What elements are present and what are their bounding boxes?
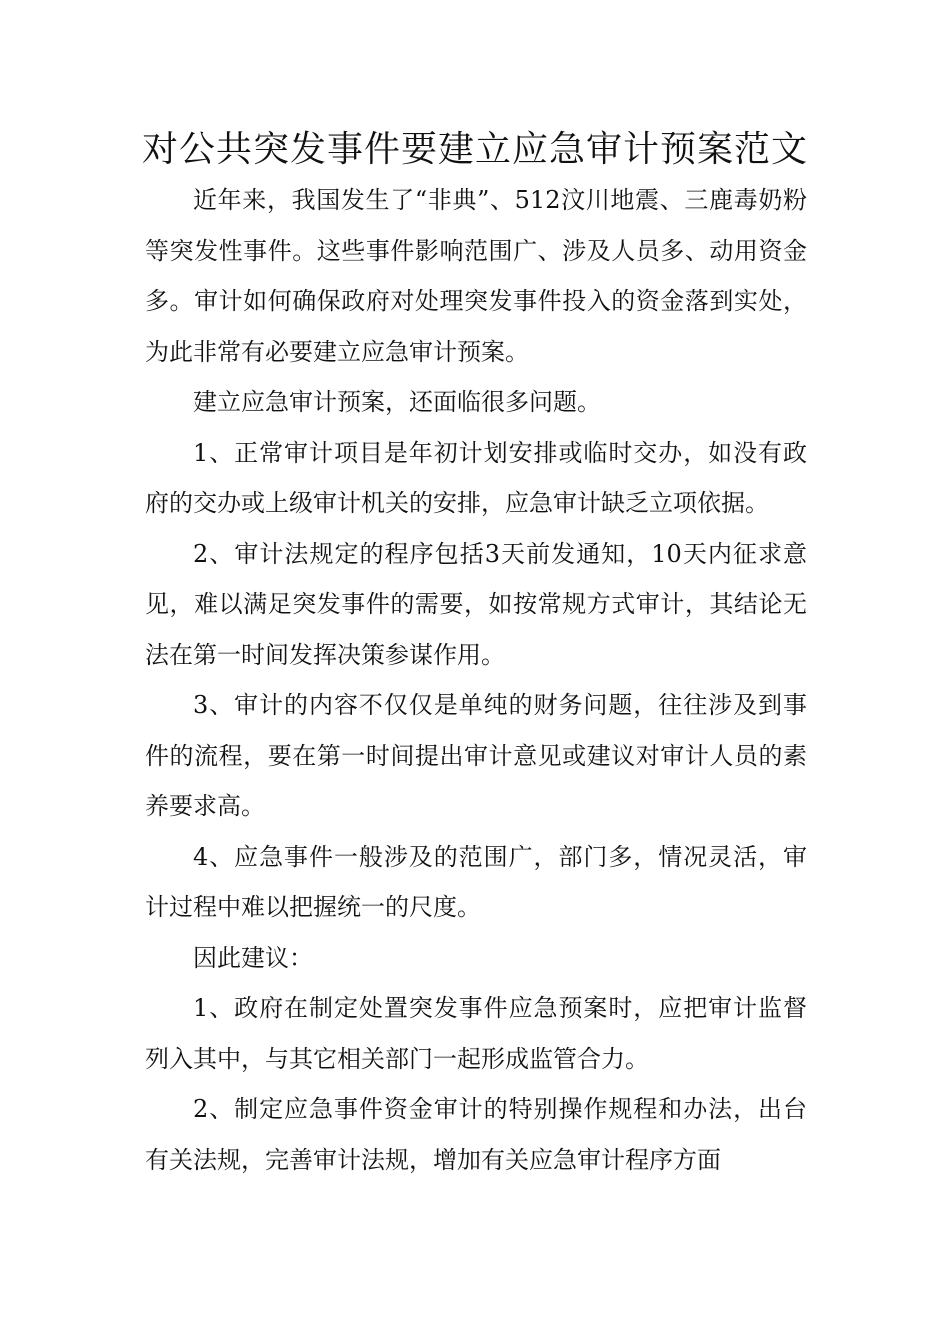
paragraph-problem-3: 3、审计的内容不仅仅是单纯的财务问题，往往涉及到事件的流程，要在第一时间提出审计意见或建议对审计人员的素养要求高。	[145, 691, 807, 820]
paragraph-suggestion-2: 2、制定应急事件资金审计的特别操作规程和办法，出台有关法规，完善审计法规，增加有关应急审计程序方面	[145, 1095, 807, 1174]
paragraph-suggestions-lead: 因此建议：	[193, 943, 313, 972]
paragraph-problem-1: 1、正常审计项目是年初计划安排或临时交办，如没有政府的交办或上级审计机关的安排，应急审计缺乏立项依据。	[145, 438, 807, 517]
paragraph-problem-2: 2、审计法规定的程序包括3天前发通知，10天内征求意见，难以满足突发事件的需要，如按常规方式审计，其结论无法在第一时间发挥决策参谋作用。	[145, 539, 807, 669]
paragraph-intro: 近年来，我国发生了“非典”、512汶川地震、三鹿毒奶粉等突发性事件。这些事件影响范围广、涉及人员多、动用资金多。审计如何确保政府对处理突发事件投入的资金落到实处，为此非常有必要建立应急审计预案。	[145, 186, 807, 366]
document-body	[145, 175, 807, 1185]
paragraph-problem-4: 4、应急事件一般涉及的范围广，部门多，情况灵活，审计过程中难以把握统一的尺度。	[145, 842, 807, 921]
paragraph-suggestion-1: 1、政府在制定处置突发事件应急预案时，应把审计监督列入其中，与其它相关部门一起形成监管合力。	[145, 994, 807, 1073]
document-title: 对公共突发事件要建立应急审计预案范文	[141, 129, 808, 170]
paragraph-problems-lead: 建立应急审计预案，还面临很多问题。	[193, 388, 601, 416]
